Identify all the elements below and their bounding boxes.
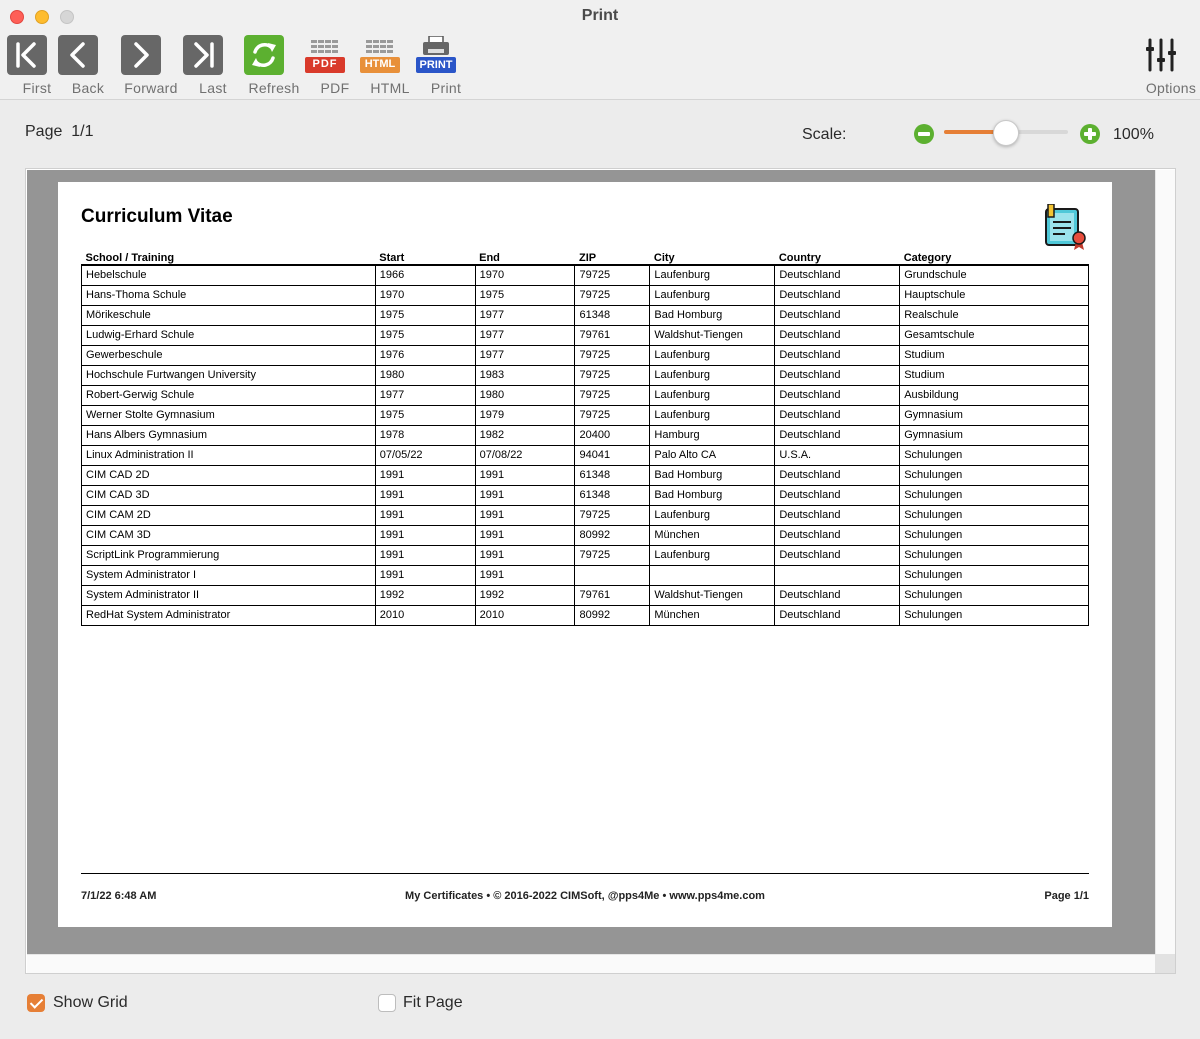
table-cell: Deutschland [775,505,900,525]
table-cell: Schulungen [900,485,1089,505]
table-cell: Laufenburg [650,385,775,405]
table-cell: 1966 [375,265,475,285]
table-cell: CIM CAM 3D [82,525,376,545]
refresh-label: Refresh [248,80,300,96]
table-cell: Deutschland [775,285,900,305]
html-export-icon [360,38,400,76]
table-cell: 1992 [475,585,575,605]
show-grid-checkbox[interactable] [27,994,45,1012]
table-cell: 94041 [575,445,650,465]
table-cell: Werner Stolte Gymnasium [82,405,376,425]
pdf-badge-text: PDF [312,58,338,70]
table-cell: Deutschland [775,365,900,385]
table-cell: 1991 [375,505,475,525]
sliders-icon [1141,38,1181,74]
table-cell: 1991 [475,565,575,585]
table-cell: Deutschland [775,485,900,505]
table-cell: Deutschland [775,545,900,565]
table-header-row [82,249,1089,265]
column-header: Category [900,249,1089,265]
first-label: First [22,80,52,96]
table-cell: Gymnasium [900,405,1089,425]
table-cell [575,565,650,585]
window-title: Print [581,7,619,24]
table-cell [775,565,900,585]
table-cell: 79725 [575,545,650,565]
table-cell: 1980 [475,385,575,405]
table-row [82,305,1089,325]
table-row [82,385,1089,405]
table-cell: Schulungen [900,465,1089,485]
table-cell: Deutschland [775,425,900,445]
table-cell: 1977 [475,325,575,345]
scale-value: 100% [1113,126,1154,143]
certificate-icon [1043,204,1089,250]
table-cell: 1991 [475,545,575,565]
zoom-out-icon[interactable] [914,124,934,144]
column-header: Start [375,249,475,265]
table-cell: 1975 [375,405,475,425]
table-cell: CIM CAD 3D [82,485,376,505]
html-badge-text: HTML [364,58,396,70]
table-cell: Deutschland [775,305,900,325]
table-cell: Schulungen [900,545,1089,565]
table-cell: Schulungen [900,505,1089,525]
back-label: Back [71,80,105,96]
table-cell: Laufenburg [650,285,775,305]
table-row [82,565,1089,585]
table-cell: Hochschule Furtwangen University [82,365,376,385]
table-cell: Deutschland [775,345,900,365]
table-cell: 1991 [375,465,475,485]
table-cell: 07/05/22 [375,445,475,465]
table-cell: Laufenburg [650,505,775,525]
table-cell: 07/08/22 [475,445,575,465]
table-cell: 1991 [475,485,575,505]
table-cell: Waldshut-Tiengen [650,585,775,605]
table-cell: Grundschule [900,265,1089,285]
table-cell: Schulungen [900,445,1089,465]
page-indicator [25,123,94,141]
table-cell: Laufenburg [650,545,775,565]
table-cell: 80992 [575,525,650,545]
table-cell: System Administrator II [82,585,376,605]
table-cell: Deutschland [775,385,900,405]
table-body [82,265,1089,625]
page-value: 1/1 [71,123,94,140]
table-cell: 79725 [575,345,650,365]
table-cell: 1982 [475,425,575,445]
table-cell: 1991 [375,485,475,505]
table-cell: 1975 [375,305,475,325]
column-header: City [650,249,775,265]
table-cell: Schulungen [900,585,1089,605]
table-cell: 1975 [475,285,575,305]
table-cell: 1991 [475,525,575,545]
html-label: HTML [370,80,410,96]
column-header: Country [775,249,900,265]
table-cell: Waldshut-Tiengen [650,325,775,345]
table-cell: 79725 [575,385,650,405]
pdf-label: PDF [320,80,350,96]
table-cell: System Administrator I [82,565,376,585]
forward-label: Forward [124,80,178,96]
column-header: End [475,249,575,265]
print-preview [25,168,1176,974]
table-cell: RedHat System Administrator [82,605,376,625]
table-cell: 61348 [575,485,650,505]
table-cell: Hans Albers Gymnasium [82,425,376,445]
table-row [82,365,1089,385]
table-cell: 79761 [575,325,650,345]
fit-page-checkbox[interactable] [378,994,396,1012]
table-cell: ScriptLink Programmierung [82,545,376,565]
table-row [82,445,1089,465]
column-header: ZIP [575,249,650,265]
table-cell: 79725 [575,265,650,285]
table-cell: 1975 [375,325,475,345]
table-cell: 79725 [575,365,650,385]
footer-divider [81,873,1089,874]
table-cell: Gymnasium [900,425,1089,445]
back-arrow-icon [58,35,98,75]
table-cell: 79761 [575,585,650,605]
table-cell: Deutschland [775,585,900,605]
table-cell: 79725 [575,285,650,305]
table-cell: Gesamtschule [900,325,1089,345]
table-cell: Studium [900,345,1089,365]
scale-slider-thumb[interactable] [993,120,1019,146]
print-button[interactable] [416,34,476,96]
table-row [82,405,1089,425]
table-row [82,265,1089,285]
table-row [82,485,1089,505]
table-cell: Ludwig-Erhard Schule [82,325,376,345]
table-cell: Linux Administration II [82,445,376,465]
table-cell: Ausbildung [900,385,1089,405]
table-cell: Bad Homburg [650,485,775,505]
table-cell: Bad Homburg [650,465,775,485]
table-cell: 1991 [475,505,575,525]
preview-background [27,170,1155,954]
table-cell: Palo Alto CA [650,445,775,465]
table-cell: Studium [900,365,1089,385]
table-cell: 1980 [375,365,475,385]
table-row [82,325,1089,345]
table-cell: 1978 [375,425,475,445]
show-grid-label: Show Grid [53,994,128,1011]
footer-copyright: My Certificates • © 2016-2022 CIMSoft, @pps4Me • www.pps4me.com [405,890,765,902]
toolbar [0,0,1200,100]
first-page-icon [7,35,47,75]
table-row [82,345,1089,365]
table-cell: Laufenburg [650,365,775,385]
print-badge-text: PRINT [419,59,453,71]
table-cell: Robert-Gerwig Schule [82,385,376,405]
cv-table [81,249,1089,626]
horizontal-scrollbar[interactable] [27,954,1155,973]
table-cell: 1991 [375,565,475,585]
options-button[interactable] [1141,34,1200,96]
table-cell: Hans-Thoma Schule [82,285,376,305]
table-cell: Hebelschule [82,265,376,285]
refresh-icon [244,35,284,75]
table-cell: Realschule [900,305,1089,325]
table-cell: 79725 [575,405,650,425]
table-row [82,425,1089,445]
document-page [58,182,1112,927]
printer-icon [416,36,456,76]
table-cell: 1970 [475,265,575,285]
table-cell: U.S.A. [775,445,900,465]
footer-date: 7/1/22 6:48 AM [81,890,157,902]
table-cell: 80992 [575,605,650,625]
table-cell: Deutschland [775,605,900,625]
table-cell: Schulungen [900,605,1089,625]
table-cell: Deutschland [775,465,900,485]
table-cell: Laufenburg [650,345,775,365]
table-cell: 1977 [475,345,575,365]
forward-arrow-icon [121,35,161,75]
table-cell: 1977 [375,385,475,405]
last-label: Last [199,80,227,96]
vertical-scrollbar[interactable] [1155,170,1175,954]
table-cell: Laufenburg [650,265,775,285]
fit-page-label: Fit Page [403,994,463,1011]
table-cell: 61348 [575,465,650,485]
page-label: Page [25,123,63,140]
table-cell: München [650,525,775,545]
print-label: Print [430,80,462,96]
table-cell: CIM CAM 2D [82,505,376,525]
table-cell: Deutschland [775,265,900,285]
table-cell: 2010 [475,605,575,625]
table-cell: Deutschland [775,525,900,545]
options-label: Options [1145,80,1197,96]
table-cell: Deutschland [775,325,900,345]
table-cell: Deutschland [775,405,900,425]
pdf-export-icon [305,38,345,76]
table-cell: Mörikeschule [82,305,376,325]
table-cell: Laufenburg [650,405,775,425]
table-cell: 1992 [375,585,475,605]
table-cell: 1979 [475,405,575,425]
table-row [82,285,1089,305]
last-page-icon [183,35,223,75]
zoom-in-icon[interactable] [1080,124,1100,144]
scale-label: Scale: [802,126,847,143]
table-cell: Schulungen [900,525,1089,545]
table-cell: Bad Homburg [650,305,775,325]
table-cell: München [650,605,775,625]
footer-page-number: Page 1/1 [1044,890,1089,902]
table-row [82,465,1089,485]
table-cell [650,565,775,585]
table-cell: Hamburg [650,425,775,445]
document-title: Curriculum Vitae [81,206,233,227]
table-row [82,545,1089,565]
table-cell: 79725 [575,505,650,525]
table-cell: 61348 [575,305,650,325]
table-cell: Schulungen [900,565,1089,585]
table-row [82,605,1089,625]
table-cell: Gewerbeschule [82,345,376,365]
scroll-corner [1155,954,1175,973]
table-row [82,505,1089,525]
table-row [82,525,1089,545]
table-cell: 1977 [475,305,575,325]
table-cell: CIM CAD 2D [82,465,376,485]
table-cell: 2010 [375,605,475,625]
table-cell: 1983 [475,365,575,385]
table-cell: 1991 [475,465,575,485]
table-cell: 1976 [375,345,475,365]
forward-button[interactable] [121,34,181,96]
table-cell: Hauptschule [900,285,1089,305]
table-cell: 1970 [375,285,475,305]
table-cell: 1991 [375,545,475,565]
table-row [82,585,1089,605]
table-cell: 20400 [575,425,650,445]
column-header: School / Training [82,249,376,265]
back-button[interactable] [58,34,118,96]
table-cell: 1991 [375,525,475,545]
